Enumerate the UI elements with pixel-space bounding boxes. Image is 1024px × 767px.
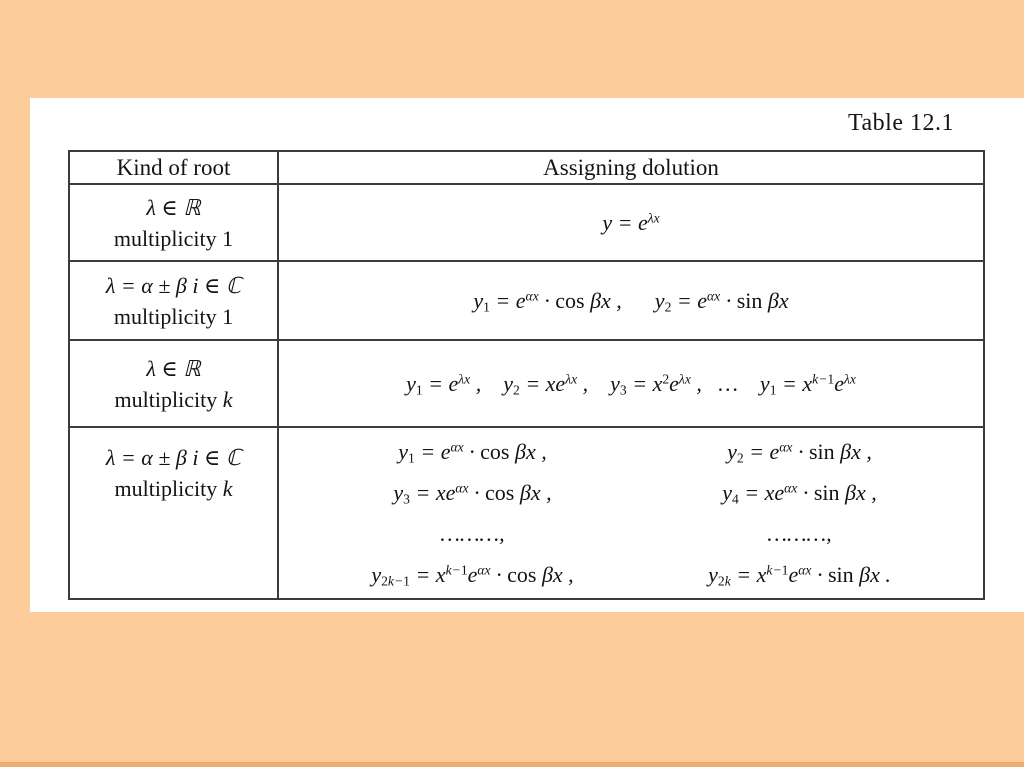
kind-cell bbox=[69, 340, 278, 427]
solution-cell bbox=[278, 261, 984, 340]
multiplicity-label: multiplicity 1 bbox=[113, 303, 234, 329]
ellipsis-row: ………, bbox=[440, 521, 505, 546]
ellipsis-row: ………, bbox=[767, 521, 832, 546]
solution-formula: $y_1 = e^{\alpha x} \cdot \cos \beta x$ , $y_2 = e^{\alpha x} \cdot \sin \beta x$ bbox=[473, 287, 789, 314]
solution-formula: $y_2 = e^{\alpha x} \cdot \sin \beta x$ , bbox=[727, 439, 872, 466]
solution-cell bbox=[278, 184, 984, 261]
col-header-assigning-solution: Assigning dolution bbox=[278, 151, 984, 184]
roots-table bbox=[68, 150, 985, 600]
col-header-kind-of-root: Kind of root bbox=[69, 151, 278, 184]
table-row-complex-mult-1 bbox=[69, 261, 984, 340]
kind-cell bbox=[69, 184, 278, 261]
table-row-real-mult-k bbox=[69, 340, 984, 427]
solution-cell bbox=[278, 340, 984, 427]
table-row-complex-mult-k bbox=[69, 427, 984, 599]
solution-formula: $y_4 = xe^{\alpha x} \cdot \sin \beta x$ , bbox=[722, 480, 877, 507]
root-kind-formula: λ ∈ ℝ bbox=[146, 194, 201, 220]
solution-formula: $y_{2k} = x^{k-1}e^{\alpha x} \cdot \sin \beta x$ . bbox=[708, 562, 891, 589]
bottom-strip bbox=[0, 762, 1024, 767]
multiplicity-label: multiplicity 1 bbox=[113, 225, 234, 251]
solution-formula: $y = e^{\lambda x}$ bbox=[602, 209, 660, 235]
root-kind-formula: λ ∈ ℝ bbox=[146, 355, 201, 381]
table-header-row bbox=[69, 151, 984, 184]
solution-cell bbox=[278, 427, 984, 599]
multiplicity-label: multiplicity k bbox=[114, 476, 233, 501]
solution-formula: $y_{2k-1} = x^{k-1}e^{\alpha x} \cdot \cos \beta x$ , bbox=[371, 562, 574, 589]
multiplicity-label: multiplicity k bbox=[114, 386, 233, 412]
kind-cell bbox=[69, 427, 278, 599]
solution-formula: $y_1 = e^{\alpha x} \cdot \cos \beta x$ , bbox=[398, 439, 547, 466]
table-row-real-mult-1 bbox=[69, 184, 984, 261]
root-kind-formula: λ = α ± β i ∈ ℂ bbox=[105, 272, 242, 298]
content-panel bbox=[30, 98, 1024, 612]
table-caption: Table 12.1 bbox=[848, 110, 954, 136]
kind-cell bbox=[69, 261, 278, 340]
solution-formula-grid bbox=[279, 429, 983, 597]
solution-formula: $y_1 = e^{\lambda x}$ , $y_2 = xe^{\lambda x}$ , $y_3 = x^2e^{\lambda x}$ , … $y_1 = x^{k-1}e^{\lambda x}$ bbox=[406, 370, 856, 397]
root-kind-formula: λ = α ± β i ∈ ℂ bbox=[105, 445, 242, 470]
solution-formula: $y_3 = xe^{\alpha x} \cdot \cos \beta x$ , bbox=[393, 480, 552, 507]
